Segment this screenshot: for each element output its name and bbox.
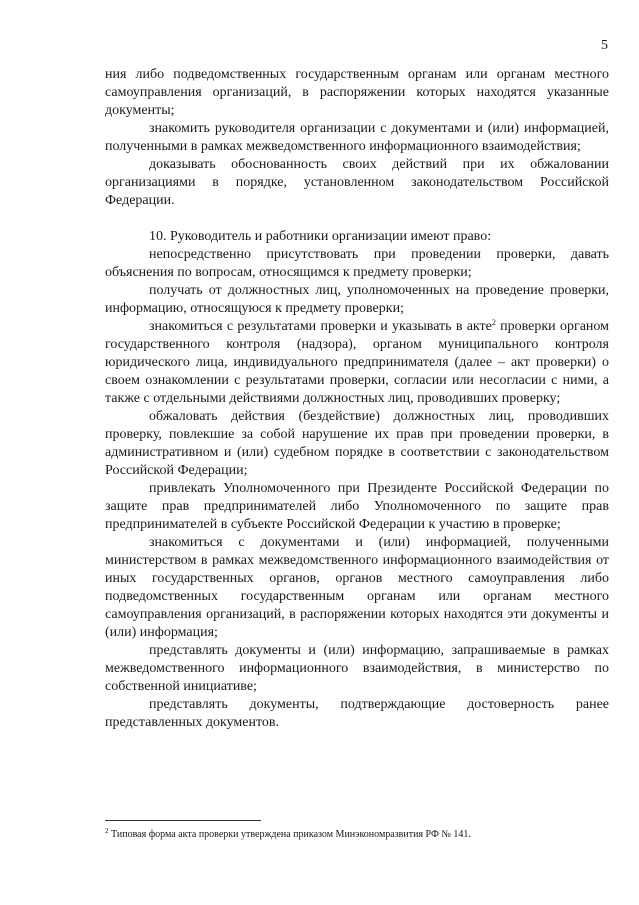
footnote-text: Типовая форма акта проверки утверждена приказом Минэкономразвития РФ № 141.: [108, 829, 471, 840]
footnote-reference: 2: [491, 318, 496, 327]
paragraph-involve-ombudsman: привлекать Уполномоченного при Президенте Российской Федерации по защите прав предпринимателей либо Уполномоченного по защите прав предпринимателей в субъекте Российской Федерации к участию в проверке;: [105, 481, 609, 532]
paragraph-review-documents: знакомиться с документами и (или) информацией, полученными министерством в рамках межведомственного информационного взаимодействия от иных государственных органов, органов местного самоуправления либо подведомственных государственным органам или органам местного самоуправления организаций, в распоряжении которых находятся эти документы и (или) информация;: [105, 535, 609, 640]
footnote: [105, 829, 609, 841]
paragraph-submit-confirmation: представлять документы, подтверждающие достоверность ранее представленных документов.: [105, 697, 609, 730]
body-text: [105, 66, 609, 732]
review-results-text-end: проверки органом государственного контроля (надзора), органом муниципального контроля юридического лица, индивидуального предпринимателя (далее – акт проверки) о своем ознакомлении с результатами проверки, согласии или несогласии с ними, а также с отдельными действиями должностных лиц, проводивших проверку;: [105, 319, 609, 406]
paragraph-familiarize-head: знакомить руководителя организации с документами и (или) информацией, полученными в рамках межведомственного информационного взаимодействия;: [105, 121, 609, 154]
review-results-text-start: знакомиться с результатами проверки и указывать в акте: [149, 319, 492, 334]
paragraph-appeal-actions: обжаловать действия (бездействие) должностных лиц, проводивших проверку, повлекшие за собой нарушение их прав при проведении проверки, в административном и (или) судебном порядке в соответствии с законодательством Российской Федерации;: [105, 409, 609, 478]
page-number: 5: [601, 38, 608, 53]
footnote-marker: 2: [105, 827, 109, 835]
footnote-divider: [105, 820, 261, 821]
paragraph-section-10-heading: 10. Руководитель и работники организации имеют право:: [149, 229, 492, 244]
paragraph-gap: [105, 210, 609, 228]
paragraph-be-present: непосредственно присутствовать при проведении проверки, давать объяснения по вопросам, относящимся к предмету проверки;: [105, 247, 609, 280]
paragraph-review-results: [105, 318, 609, 408]
paragraph-prove-validity: доказывать обоснованность своих действий при их обжаловании организациями в порядке, установленном законодательством Российской Федерации.: [105, 157, 609, 208]
paragraph-receive-info: получать от должностных лиц, уполномоченных на проведение проверки, информацию, относящуюся к предмету проверки;: [105, 283, 609, 316]
paragraph-continuation: ния либо подведомственных государственным органам или органам местного самоуправления организаций, в распоряжении которых находятся указанные документы;: [105, 67, 609, 118]
paragraph-submit-documents: представлять документы и (или) информацию, запрашиваемые в рамках межведомственного информационного взаимодействия, в министерство по собственной инициативе;: [105, 643, 609, 694]
